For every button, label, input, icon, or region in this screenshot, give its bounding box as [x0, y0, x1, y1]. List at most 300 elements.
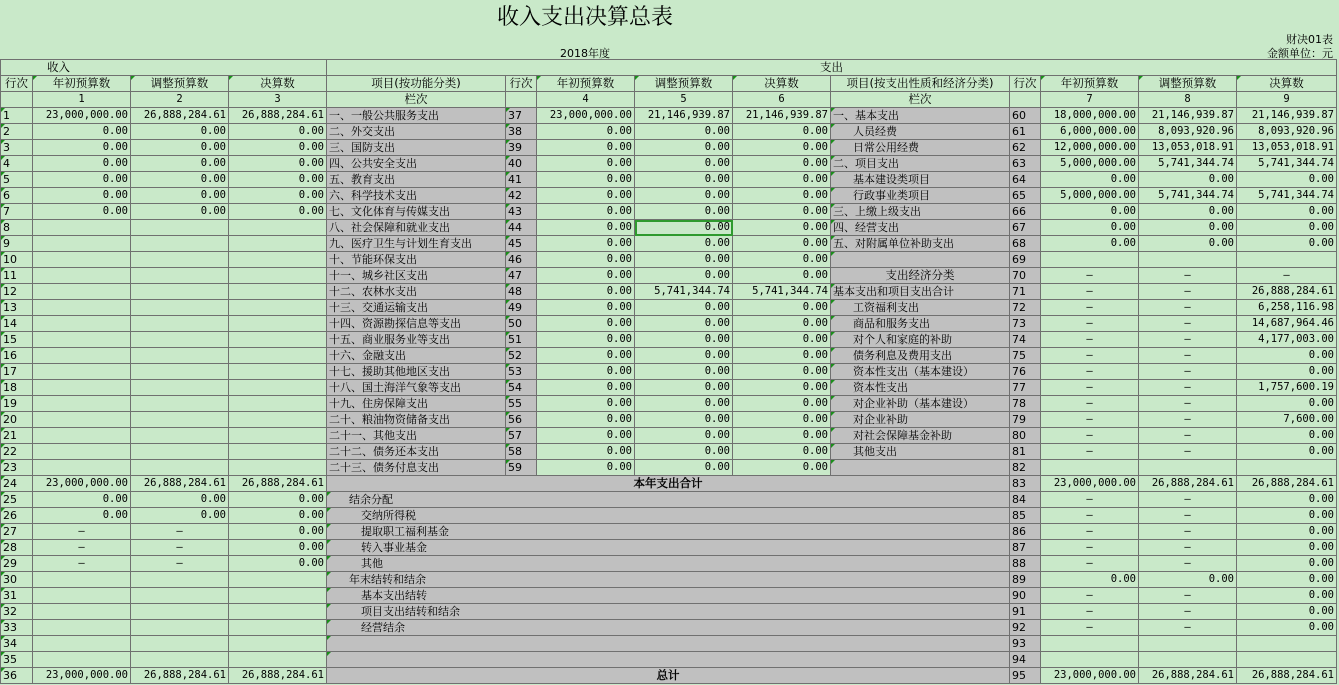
row-number[interactable]: 63 [1010, 156, 1041, 172]
econ-item-label[interactable]: 五、对附属单位补助支出 [831, 236, 1010, 252]
income-adjusted-cell[interactable] [131, 300, 229, 316]
income-final-cell[interactable]: 26,888,284.61 [229, 108, 327, 124]
row-number[interactable]: 30 [1, 572, 33, 588]
func-initial-cell[interactable]: 0.00 [537, 316, 635, 332]
func-item-label[interactable]: 八、社会保障和就业支出 [327, 220, 506, 236]
row-number[interactable]: 86 [1010, 524, 1041, 540]
row-number[interactable]: 36 [1, 668, 33, 684]
func-item-label[interactable]: 二十三、债务付息支出 [327, 460, 506, 476]
econ-final-cell[interactable]: 0.00 [1237, 556, 1337, 572]
row-number[interactable]: 12 [1, 284, 33, 300]
func-adjusted-cell[interactable]: 0.00 [635, 268, 733, 284]
row-number[interactable]: 27 [1, 524, 33, 540]
func-initial-cell[interactable]: 0.00 [537, 460, 635, 476]
summary-item-label[interactable]: 总计 [327, 668, 1010, 684]
row-number[interactable]: 56 [506, 412, 537, 428]
func-adjusted-cell[interactable]: 0.00 [635, 220, 733, 236]
func-adjusted-cell[interactable]: 0.00 [635, 140, 733, 156]
econ-item-label[interactable]: 基本建设类项目 [831, 172, 1010, 188]
econ-final-cell[interactable]: 0.00 [1237, 540, 1337, 556]
income-adjusted-cell[interactable] [131, 444, 229, 460]
econ-final-cell[interactable]: — [1237, 268, 1337, 284]
econ-adjusted-cell[interactable]: — [1139, 508, 1237, 524]
income-adjusted-cell[interactable]: 0.00 [131, 172, 229, 188]
func-item-label[interactable]: 二、外交支出 [327, 124, 506, 140]
econ-final-cell[interactable]: 0.00 [1237, 492, 1337, 508]
row-number[interactable]: 52 [506, 348, 537, 364]
func-initial-cell[interactable]: 0.00 [537, 412, 635, 428]
income-initial-cell[interactable] [33, 284, 131, 300]
econ-adjusted-cell[interactable]: — [1139, 540, 1237, 556]
row-number[interactable]: 68 [1010, 236, 1041, 252]
econ-final-cell[interactable]: 26,888,284.61 [1237, 668, 1337, 684]
econ-initial-cell[interactable]: 0.00 [1041, 572, 1139, 588]
row-number[interactable]: 85 [1010, 508, 1041, 524]
econ-initial-cell[interactable]: — [1041, 508, 1139, 524]
row-number[interactable]: 49 [506, 300, 537, 316]
func-adjusted-cell[interactable]: 0.00 [635, 188, 733, 204]
func-final-cell[interactable]: 0.00 [733, 172, 831, 188]
econ-final-cell[interactable]: 0.00 [1237, 524, 1337, 540]
income-initial-cell[interactable] [33, 252, 131, 268]
func-adjusted-cell[interactable]: 0.00 [635, 428, 733, 444]
row-number[interactable]: 45 [506, 236, 537, 252]
summary-item-label[interactable]: 提取职工福利基金 [327, 524, 1010, 540]
row-number[interactable]: 34 [1, 636, 33, 652]
econ-final-cell[interactable]: 0.00 [1237, 364, 1337, 380]
income-adjusted-cell[interactable] [131, 220, 229, 236]
func-final-cell[interactable]: 0.00 [733, 140, 831, 156]
econ-initial-cell[interactable]: — [1041, 540, 1139, 556]
row-number[interactable]: 61 [1010, 124, 1041, 140]
income-final-cell[interactable] [229, 620, 327, 636]
income-final-cell[interactable] [229, 652, 327, 668]
func-final-cell[interactable]: 0.00 [733, 444, 831, 460]
row-number[interactable]: 14 [1, 316, 33, 332]
row-number[interactable]: 82 [1010, 460, 1041, 476]
income-final-cell[interactable]: 0.00 [229, 204, 327, 220]
func-final-cell[interactable]: 0.00 [733, 364, 831, 380]
econ-initial-cell[interactable]: — [1041, 316, 1139, 332]
func-final-cell[interactable]: 0.00 [733, 268, 831, 284]
income-adjusted-cell[interactable] [131, 396, 229, 412]
row-number[interactable]: 90 [1010, 588, 1041, 604]
income-adjusted-cell[interactable] [131, 252, 229, 268]
row-number[interactable]: 69 [1010, 252, 1041, 268]
row-number[interactable]: 21 [1, 428, 33, 444]
income-adjusted-cell[interactable] [131, 588, 229, 604]
econ-final-cell[interactable]: 8,093,920.96 [1237, 124, 1337, 140]
row-number[interactable]: 72 [1010, 300, 1041, 316]
econ-final-cell[interactable]: 0.00 [1237, 428, 1337, 444]
econ-item-label[interactable]: 日常公用经费 [831, 140, 1010, 156]
econ-final-cell[interactable] [1237, 252, 1337, 268]
econ-initial-cell[interactable]: 18,000,000.00 [1041, 108, 1139, 124]
income-final-cell[interactable]: 0.00 [229, 140, 327, 156]
func-adjusted-cell[interactable]: 0.00 [635, 380, 733, 396]
row-number[interactable]: 40 [506, 156, 537, 172]
income-adjusted-cell[interactable]: — [131, 524, 229, 540]
row-number[interactable]: 7 [1, 204, 33, 220]
income-final-cell[interactable] [229, 460, 327, 476]
econ-item-label[interactable] [831, 460, 1010, 476]
econ-adjusted-cell[interactable]: 26,888,284.61 [1139, 476, 1237, 492]
econ-item-label[interactable]: 其他支出 [831, 444, 1010, 460]
row-number[interactable]: 77 [1010, 380, 1041, 396]
row-number[interactable]: 10 [1, 252, 33, 268]
income-initial-cell[interactable] [33, 300, 131, 316]
func-final-cell[interactable]: 0.00 [733, 460, 831, 476]
func-initial-cell[interactable]: 0.00 [537, 188, 635, 204]
econ-initial-cell[interactable]: — [1041, 428, 1139, 444]
econ-item-label[interactable]: 对个人和家庭的补助 [831, 332, 1010, 348]
func-item-label[interactable]: 十四、资源勘探信息等支出 [327, 316, 506, 332]
row-number[interactable]: 53 [506, 364, 537, 380]
econ-adjusted-cell[interactable]: 5,741,344.74 [1139, 188, 1237, 204]
income-adjusted-cell[interactable]: 0.00 [131, 140, 229, 156]
func-item-label[interactable]: 四、公共安全支出 [327, 156, 506, 172]
income-adjusted-cell[interactable]: 0.00 [131, 492, 229, 508]
func-adjusted-cell[interactable]: 0.00 [635, 300, 733, 316]
income-adjusted-cell[interactable] [131, 380, 229, 396]
income-initial-cell[interactable] [33, 412, 131, 428]
income-initial-cell[interactable] [33, 652, 131, 668]
row-number[interactable]: 42 [506, 188, 537, 204]
row-number[interactable]: 73 [1010, 316, 1041, 332]
row-number[interactable]: 57 [506, 428, 537, 444]
income-initial-cell[interactable]: 23,000,000.00 [33, 668, 131, 684]
income-adjusted-cell[interactable]: 0.00 [131, 124, 229, 140]
econ-adjusted-cell[interactable]: — [1139, 364, 1237, 380]
func-initial-cell[interactable]: 23,000,000.00 [537, 108, 635, 124]
econ-adjusted-cell[interactable] [1139, 252, 1237, 268]
func-item-label[interactable]: 三、国防支出 [327, 140, 506, 156]
econ-final-cell[interactable]: 0.00 [1237, 508, 1337, 524]
row-number[interactable]: 78 [1010, 396, 1041, 412]
income-adjusted-cell[interactable] [131, 636, 229, 652]
income-initial-cell[interactable]: 0.00 [33, 140, 131, 156]
econ-final-cell[interactable] [1237, 460, 1337, 476]
summary-item-label[interactable]: 结余分配 [327, 492, 1010, 508]
row-number[interactable]: 4 [1, 156, 33, 172]
func-initial-cell[interactable]: 0.00 [537, 444, 635, 460]
row-number[interactable]: 24 [1, 476, 33, 492]
income-adjusted-cell[interactable]: — [131, 556, 229, 572]
income-adjusted-cell[interactable]: 0.00 [131, 188, 229, 204]
row-number[interactable]: 76 [1010, 364, 1041, 380]
income-adjusted-cell[interactable]: 26,888,284.61 [131, 668, 229, 684]
econ-adjusted-cell[interactable]: — [1139, 316, 1237, 332]
row-number[interactable]: 13 [1, 300, 33, 316]
row-number[interactable]: 3 [1, 140, 33, 156]
econ-adjusted-cell[interactable]: 0.00 [1139, 172, 1237, 188]
func-item-label[interactable]: 二十二、债务还本支出 [327, 444, 506, 460]
func-item-label[interactable]: 二十、粮油物资储备支出 [327, 412, 506, 428]
func-final-cell[interactable]: 0.00 [733, 332, 831, 348]
econ-final-cell[interactable]: 14,687,964.46 [1237, 316, 1337, 332]
income-final-cell[interactable] [229, 220, 327, 236]
econ-initial-cell[interactable]: — [1041, 300, 1139, 316]
row-number[interactable]: 84 [1010, 492, 1041, 508]
income-initial-cell[interactable]: — [33, 524, 131, 540]
income-final-cell[interactable] [229, 364, 327, 380]
func-final-cell[interactable]: 0.00 [733, 412, 831, 428]
row-number[interactable]: 39 [506, 140, 537, 156]
econ-initial-cell[interactable]: 0.00 [1041, 236, 1139, 252]
row-number[interactable]: 55 [506, 396, 537, 412]
row-number[interactable]: 64 [1010, 172, 1041, 188]
func-final-cell[interactable]: 0.00 [733, 380, 831, 396]
income-initial-cell[interactable] [33, 428, 131, 444]
income-final-cell[interactable]: 0.00 [229, 508, 327, 524]
econ-adjusted-cell[interactable]: 21,146,939.87 [1139, 108, 1237, 124]
income-initial-cell[interactable] [33, 348, 131, 364]
income-final-cell[interactable]: 0.00 [229, 124, 327, 140]
income-initial-cell[interactable]: 23,000,000.00 [33, 476, 131, 492]
row-number[interactable]: 51 [506, 332, 537, 348]
econ-adjusted-cell[interactable]: 0.00 [1139, 220, 1237, 236]
income-final-cell[interactable]: 0.00 [229, 172, 327, 188]
income-adjusted-cell[interactable] [131, 604, 229, 620]
summary-item-label[interactable]: 基本支出结转 [327, 588, 1010, 604]
econ-final-cell[interactable]: 5,741,344.74 [1237, 188, 1337, 204]
row-number[interactable]: 83 [1010, 476, 1041, 492]
income-initial-cell[interactable] [33, 588, 131, 604]
income-initial-cell[interactable] [33, 444, 131, 460]
row-number[interactable]: 93 [1010, 636, 1041, 652]
row-number[interactable]: 65 [1010, 188, 1041, 204]
row-number[interactable]: 18 [1, 380, 33, 396]
econ-adjusted-cell[interactable]: — [1139, 492, 1237, 508]
summary-item-label[interactable] [327, 652, 1010, 668]
func-initial-cell[interactable]: 0.00 [537, 172, 635, 188]
func-adjusted-cell[interactable]: 0.00 [635, 412, 733, 428]
econ-initial-cell[interactable]: 0.00 [1041, 220, 1139, 236]
income-initial-cell[interactable]: 0.00 [33, 156, 131, 172]
econ-adjusted-cell[interactable]: — [1139, 620, 1237, 636]
func-final-cell[interactable]: 0.00 [733, 220, 831, 236]
econ-adjusted-cell[interactable]: — [1139, 268, 1237, 284]
econ-adjusted-cell[interactable]: — [1139, 412, 1237, 428]
income-final-cell[interactable] [229, 268, 327, 284]
func-initial-cell[interactable]: 0.00 [537, 380, 635, 396]
income-final-cell[interactable] [229, 332, 327, 348]
econ-adjusted-cell[interactable]: — [1139, 556, 1237, 572]
row-number[interactable]: 19 [1, 396, 33, 412]
func-final-cell[interactable]: 0.00 [733, 396, 831, 412]
func-adjusted-cell[interactable]: 5,741,344.74 [635, 284, 733, 300]
econ-initial-cell[interactable]: 6,000,000.00 [1041, 124, 1139, 140]
income-adjusted-cell[interactable] [131, 316, 229, 332]
econ-final-cell[interactable]: 0.00 [1237, 396, 1337, 412]
income-initial-cell[interactable] [33, 572, 131, 588]
income-adjusted-cell[interactable] [131, 236, 229, 252]
row-number[interactable]: 6 [1, 188, 33, 204]
income-initial-cell[interactable] [33, 396, 131, 412]
func-initial-cell[interactable]: 0.00 [537, 204, 635, 220]
econ-initial-cell[interactable]: — [1041, 524, 1139, 540]
func-item-label[interactable]: 七、文化体育与传媒支出 [327, 204, 506, 220]
income-adjusted-cell[interactable] [131, 428, 229, 444]
func-final-cell[interactable]: 0.00 [733, 124, 831, 140]
income-initial-cell[interactable] [33, 364, 131, 380]
income-final-cell[interactable]: 26,888,284.61 [229, 476, 327, 492]
income-initial-cell[interactable]: 23,000,000.00 [33, 108, 131, 124]
income-adjusted-cell[interactable]: 26,888,284.61 [131, 476, 229, 492]
summary-item-label[interactable]: 项目支出结转和结余 [327, 604, 1010, 620]
income-initial-cell[interactable]: 0.00 [33, 172, 131, 188]
income-initial-cell[interactable] [33, 236, 131, 252]
econ-item-label[interactable]: 工资福利支出 [831, 300, 1010, 316]
econ-item-label[interactable]: 基本支出和项目支出合计 [831, 284, 1010, 300]
income-initial-cell[interactable]: 0.00 [33, 204, 131, 220]
income-initial-cell[interactable] [33, 604, 131, 620]
func-initial-cell[interactable]: 0.00 [537, 348, 635, 364]
econ-initial-cell[interactable]: 0.00 [1041, 172, 1139, 188]
summary-item-label[interactable]: 其他 [327, 556, 1010, 572]
econ-final-cell[interactable]: 5,741,344.74 [1237, 156, 1337, 172]
summary-item-label[interactable]: 交纳所得税 [327, 508, 1010, 524]
econ-final-cell[interactable]: 0.00 [1237, 588, 1337, 604]
income-final-cell[interactable] [229, 636, 327, 652]
econ-adjusted-cell[interactable] [1139, 652, 1237, 668]
econ-adjusted-cell[interactable] [1139, 636, 1237, 652]
econ-initial-cell[interactable]: 23,000,000.00 [1041, 668, 1139, 684]
row-number[interactable]: 59 [506, 460, 537, 476]
income-initial-cell[interactable] [33, 316, 131, 332]
econ-item-label[interactable]: 人员经费 [831, 124, 1010, 140]
row-number[interactable]: 92 [1010, 620, 1041, 636]
row-number[interactable]: 54 [506, 380, 537, 396]
econ-adjusted-cell[interactable]: — [1139, 284, 1237, 300]
func-item-label[interactable]: 五、教育支出 [327, 172, 506, 188]
row-number[interactable]: 91 [1010, 604, 1041, 620]
econ-initial-cell[interactable]: — [1041, 380, 1139, 396]
econ-adjusted-cell[interactable]: 8,093,920.96 [1139, 124, 1237, 140]
income-initial-cell[interactable] [33, 620, 131, 636]
func-initial-cell[interactable]: 0.00 [537, 428, 635, 444]
func-adjusted-cell[interactable]: 0.00 [635, 252, 733, 268]
income-final-cell[interactable] [229, 300, 327, 316]
func-initial-cell[interactable]: 0.00 [537, 396, 635, 412]
income-adjusted-cell[interactable] [131, 412, 229, 428]
econ-adjusted-cell[interactable]: — [1139, 300, 1237, 316]
income-adjusted-cell[interactable] [131, 284, 229, 300]
row-number[interactable]: 11 [1, 268, 33, 284]
income-final-cell[interactable] [229, 380, 327, 396]
func-final-cell[interactable]: 0.00 [733, 252, 831, 268]
income-initial-cell[interactable]: 0.00 [33, 124, 131, 140]
func-initial-cell[interactable]: 0.00 [537, 220, 635, 236]
income-initial-cell[interactable]: 0.00 [33, 492, 131, 508]
econ-final-cell[interactable]: 0.00 [1237, 236, 1337, 252]
row-number[interactable]: 25 [1, 492, 33, 508]
income-final-cell[interactable] [229, 572, 327, 588]
econ-adjusted-cell[interactable]: — [1139, 348, 1237, 364]
econ-item-label[interactable]: 二、项目支出 [831, 156, 1010, 172]
income-adjusted-cell[interactable] [131, 348, 229, 364]
row-number[interactable]: 20 [1, 412, 33, 428]
income-initial-cell[interactable]: — [33, 540, 131, 556]
income-initial-cell[interactable]: 0.00 [33, 508, 131, 524]
row-number[interactable]: 94 [1010, 652, 1041, 668]
func-initial-cell[interactable]: 0.00 [537, 284, 635, 300]
func-adjusted-cell[interactable]: 0.00 [635, 124, 733, 140]
row-number[interactable]: 67 [1010, 220, 1041, 236]
econ-initial-cell[interactable] [1041, 636, 1139, 652]
econ-adjusted-cell[interactable]: — [1139, 380, 1237, 396]
row-number[interactable]: 89 [1010, 572, 1041, 588]
econ-initial-cell[interactable]: — [1041, 364, 1139, 380]
econ-adjusted-cell[interactable]: — [1139, 332, 1237, 348]
econ-initial-cell[interactable]: — [1041, 268, 1139, 284]
row-number[interactable]: 9 [1, 236, 33, 252]
func-item-label[interactable]: 十九、住房保障支出 [327, 396, 506, 412]
func-final-cell[interactable]: 0.00 [733, 300, 831, 316]
func-final-cell[interactable]: 0.00 [733, 188, 831, 204]
func-item-label[interactable]: 二十一、其他支出 [327, 428, 506, 444]
income-final-cell[interactable]: 0.00 [229, 188, 327, 204]
func-final-cell[interactable]: 21,146,939.87 [733, 108, 831, 124]
row-number[interactable]: 35 [1, 652, 33, 668]
econ-item-label[interactable] [831, 252, 1010, 268]
func-item-label[interactable]: 十三、交通运输支出 [327, 300, 506, 316]
income-final-cell[interactable]: 0.00 [229, 156, 327, 172]
row-number[interactable]: 28 [1, 540, 33, 556]
econ-item-label[interactable]: 支出经济分类 [831, 268, 1010, 284]
func-adjusted-cell[interactable]: 0.00 [635, 348, 733, 364]
econ-initial-cell[interactable] [1041, 252, 1139, 268]
econ-initial-cell[interactable]: — [1041, 492, 1139, 508]
econ-final-cell[interactable]: 0.00 [1237, 604, 1337, 620]
econ-initial-cell[interactable]: — [1041, 444, 1139, 460]
econ-item-label[interactable]: 行政事业类项目 [831, 188, 1010, 204]
func-adjusted-cell[interactable]: 0.00 [635, 172, 733, 188]
row-number[interactable]: 71 [1010, 284, 1041, 300]
income-adjusted-cell[interactable] [131, 268, 229, 284]
income-adjusted-cell[interactable] [131, 652, 229, 668]
income-final-cell[interactable]: 0.00 [229, 492, 327, 508]
econ-final-cell[interactable]: 0.00 [1237, 572, 1337, 588]
func-final-cell[interactable]: 0.00 [733, 156, 831, 172]
econ-adjusted-cell[interactable]: — [1139, 428, 1237, 444]
row-number[interactable]: 43 [506, 204, 537, 220]
row-number[interactable]: 38 [506, 124, 537, 140]
income-final-cell[interactable] [229, 604, 327, 620]
func-final-cell[interactable]: 5,741,344.74 [733, 284, 831, 300]
econ-item-label[interactable]: 商品和服务支出 [831, 316, 1010, 332]
econ-adjusted-cell[interactable]: 5,741,344.74 [1139, 156, 1237, 172]
econ-final-cell[interactable]: 0.00 [1237, 220, 1337, 236]
row-number[interactable]: 75 [1010, 348, 1041, 364]
econ-final-cell[interactable] [1237, 636, 1337, 652]
row-number[interactable]: 62 [1010, 140, 1041, 156]
func-adjusted-cell[interactable]: 0.00 [635, 396, 733, 412]
income-adjusted-cell[interactable] [131, 620, 229, 636]
row-number[interactable]: 26 [1, 508, 33, 524]
income-final-cell[interactable] [229, 236, 327, 252]
func-item-label[interactable]: 十七、援助其他地区支出 [327, 364, 506, 380]
econ-final-cell[interactable]: 4,177,003.00 [1237, 332, 1337, 348]
income-initial-cell[interactable] [33, 220, 131, 236]
econ-item-label[interactable]: 资本性支出 [831, 380, 1010, 396]
income-adjusted-cell[interactable]: 0.00 [131, 204, 229, 220]
func-item-label[interactable]: 十一、城乡社区支出 [327, 268, 506, 284]
income-final-cell[interactable] [229, 444, 327, 460]
row-number[interactable]: 79 [1010, 412, 1041, 428]
row-number[interactable]: 47 [506, 268, 537, 284]
econ-initial-cell[interactable]: — [1041, 332, 1139, 348]
